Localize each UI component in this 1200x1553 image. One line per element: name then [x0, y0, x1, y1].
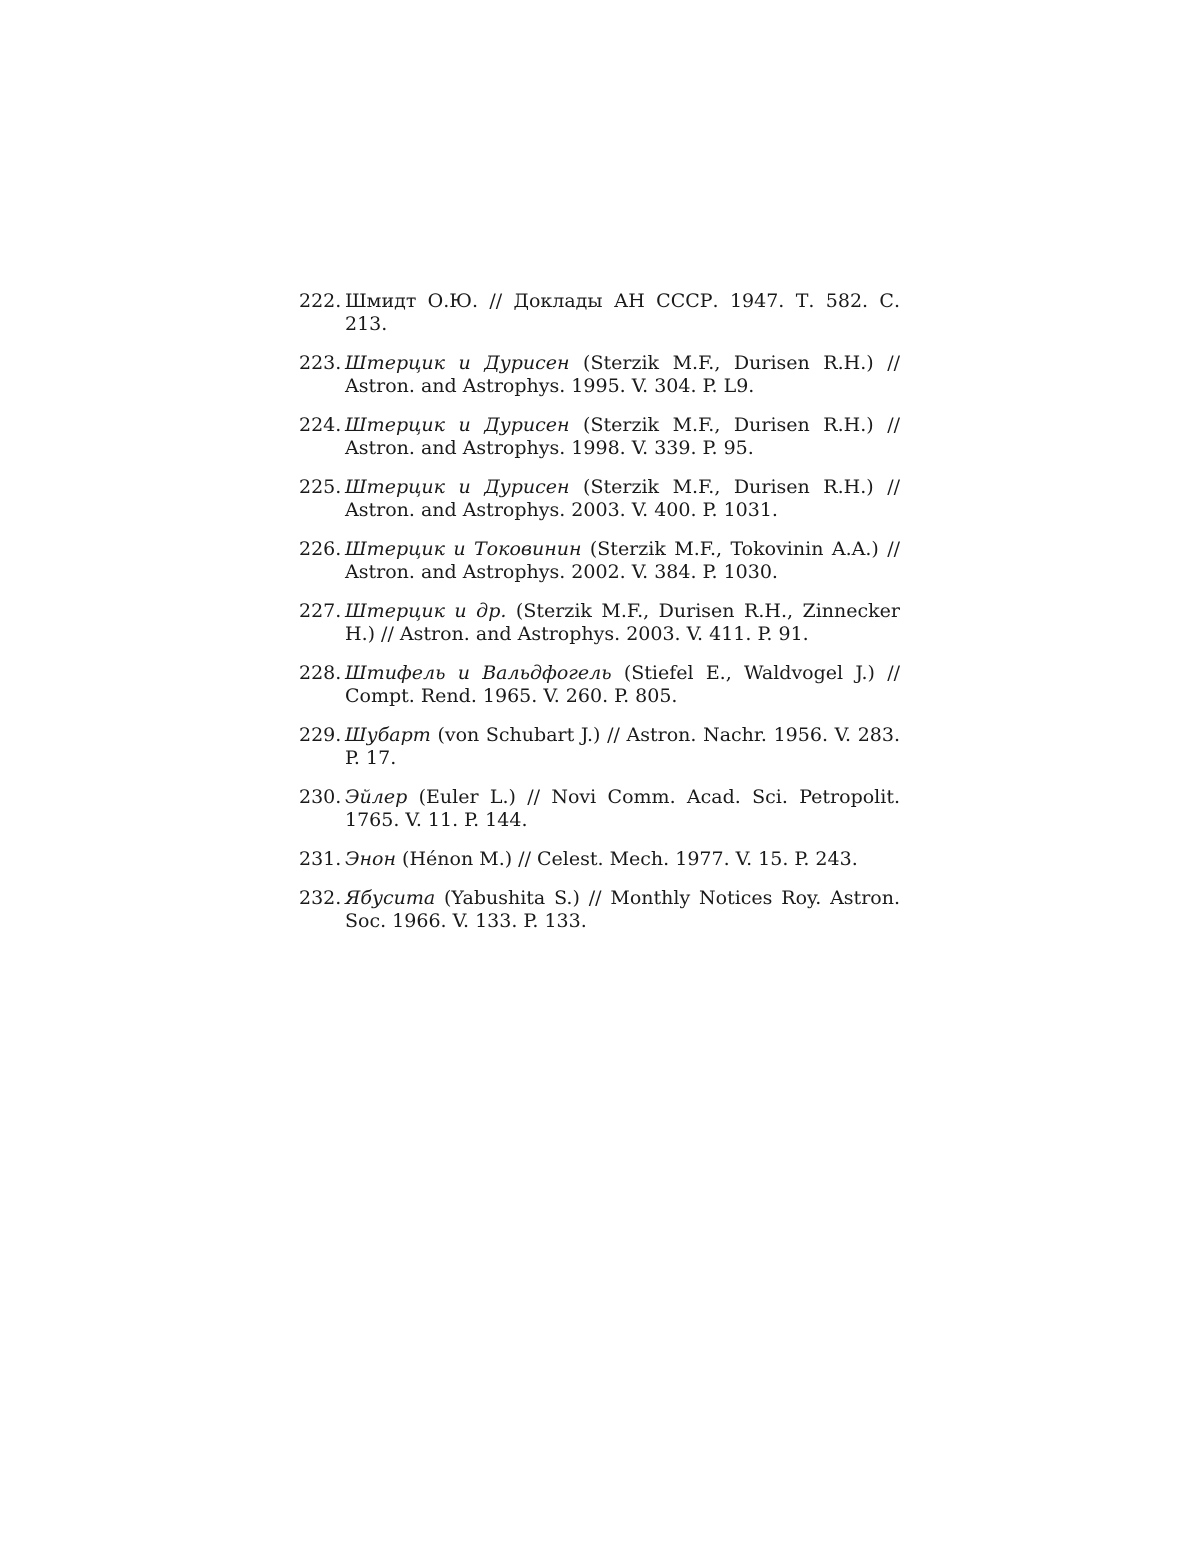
reference-item — [299, 848, 900, 871]
reference-list — [299, 290, 900, 949]
reference-item — [299, 600, 900, 646]
reference-item — [299, 887, 900, 933]
reference-text: Шмидт О.Ю. // Доклады АН СССР. 1947. Т. 582. С. 213. — [345, 290, 900, 335]
reference-number: 225. — [299, 476, 342, 498]
reference-author: Энон — [345, 848, 397, 870]
reference-text: (Sterzik M.F., Durisen R.H.) // Astron. and Astrophys. 1995. V. 304. P. L9. — [345, 352, 900, 397]
reference-number: 229. — [299, 724, 342, 746]
reference-number: 227. — [299, 600, 342, 622]
reference-author: Штерцик и Дурисен — [345, 414, 570, 436]
reference-item — [299, 476, 900, 522]
reference-number: 222. — [299, 290, 342, 312]
reference-author: Шубарт — [345, 724, 431, 746]
reference-number: 223. — [299, 352, 342, 374]
reference-number: 232. — [299, 887, 342, 909]
reference-item — [299, 538, 900, 584]
reference-number: 224. — [299, 414, 342, 436]
reference-text: (Sterzik M.F., Tokovinin A.A.) // Astron. and Astrophys. 2002. V. 384. P. 1030. — [345, 538, 900, 583]
reference-text: (Stiefel E., Waldvogel J.) // Compt. Rend. 1965. V. 260. P. 805. — [345, 662, 900, 707]
reference-text: (Yabushita S.) // Monthly Notices Roy. Astron. Soc. 1966. V. 133. P. 133. — [345, 887, 900, 932]
reference-text: (Sterzik M.F., Durisen R.H.) // Astron. and Astrophys. 2003. V. 400. P. 1031. — [345, 476, 900, 521]
reference-author: Штерцик и Дурисен — [345, 352, 570, 374]
reference-number: 230. — [299, 786, 342, 808]
reference-item — [299, 290, 900, 336]
reference-text: (Hénon M.) // Celest. Mech. 1977. V. 15. P. 243. — [396, 848, 858, 870]
reference-number: 228. — [299, 662, 342, 684]
reference-author: Штерцик и др. — [345, 600, 507, 622]
reference-item — [299, 352, 900, 398]
reference-text: (Sterzik M.F., Durisen R.H., Zinnecker H.) // Astron. and Astrophys. 2003. V. 411. P. 91. — [345, 600, 900, 645]
reference-author: Эйлер — [345, 786, 408, 808]
reference-author: Штерцик и Дурисен — [345, 476, 570, 498]
reference-author: Штерцик и Токовинин — [345, 538, 582, 560]
reference-item — [299, 724, 900, 770]
reference-item — [299, 414, 900, 460]
reference-text: (von Schubart J.) // Astron. Nachr. 1956. V. 283. P. 17. — [345, 724, 900, 769]
reference-item — [299, 662, 900, 708]
reference-author: Штифель и Вальдфогель — [345, 662, 612, 684]
reference-number: 226. — [299, 538, 342, 560]
reference-text: (Sterzik M.F., Durisen R.H.) // Astron. and Astrophys. 1998. V. 339. P. 95. — [345, 414, 900, 459]
reference-author: Ябусита — [345, 887, 436, 909]
reference-item — [299, 786, 900, 832]
reference-number: 231. — [299, 848, 342, 870]
reference-text: (Euler L.) // Novi Comm. Acad. Sci. Petropolit. 1765. V. 11. P. 144. — [345, 786, 900, 831]
